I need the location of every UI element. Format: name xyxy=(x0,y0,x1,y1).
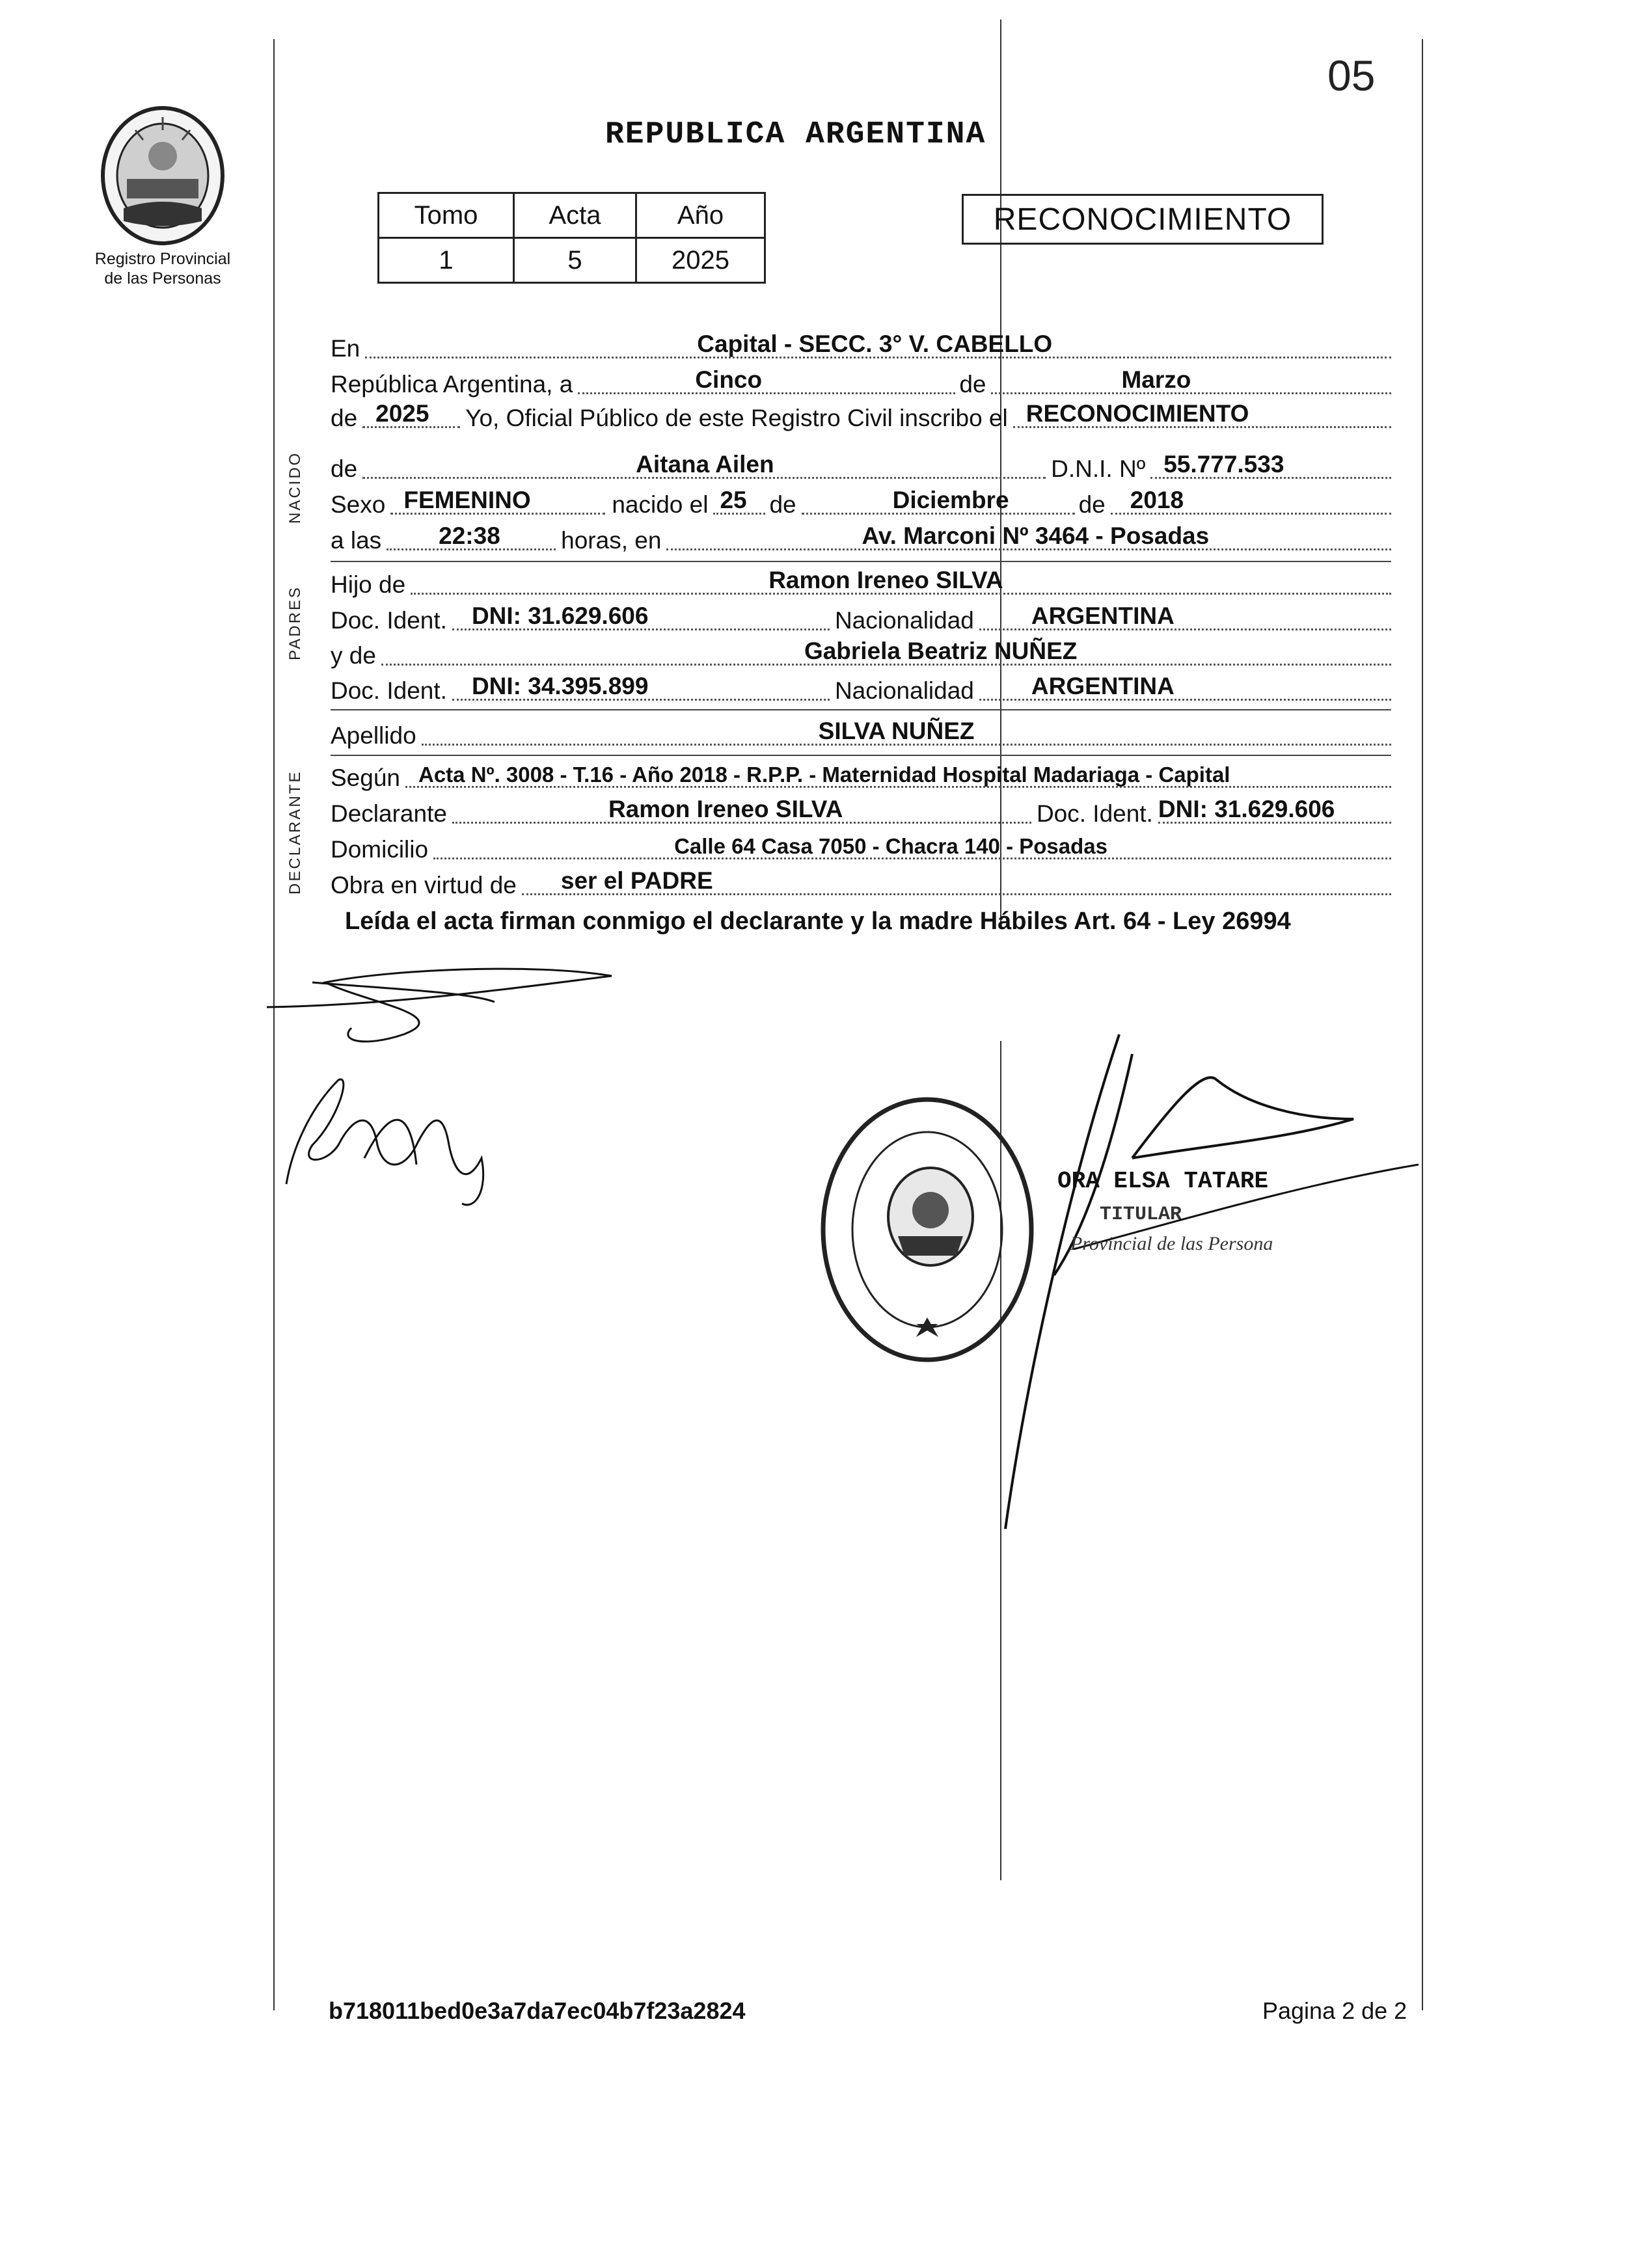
apellido-value: SILVA NUÑEZ xyxy=(818,718,975,744)
madre-nac-value: ARGENTINA xyxy=(1031,673,1175,699)
doc-label-padre: Doc. Ident. xyxy=(331,607,447,634)
section-label-nacido: NACIDO xyxy=(286,451,304,524)
doc-label-madre: Doc. Ident. xyxy=(331,677,447,704)
obra-value: ser el PADRE xyxy=(560,867,713,894)
hijo-label: Hijo de xyxy=(331,571,406,598)
madre-doc-value: DNI: 34.395.899 xyxy=(471,673,649,699)
padre-value: Ramon Ireneo SILVA xyxy=(768,567,1003,593)
official-name: ORA ELSA TATARE xyxy=(1057,1168,1269,1195)
tomo-header: Tomo xyxy=(379,193,514,238)
signature-stroke-3 xyxy=(286,1079,483,1205)
document-hash: b718011bed0e3a7da7ec04b7f23a2824 xyxy=(329,1997,746,2024)
official-office: Provincial de las Persona xyxy=(1070,1233,1273,1254)
nombre-value: Aitana Ailen xyxy=(636,451,774,478)
dni-value: 55.777.533 xyxy=(1163,451,1284,478)
nacionalidad-label-madre: Nacionalidad xyxy=(834,677,974,704)
nacido-label: nacido el xyxy=(612,491,709,518)
declarante-doc-value: DNI: 31.629.606 xyxy=(1158,796,1335,822)
anio-header: Año xyxy=(636,193,765,238)
acta-header: Acta xyxy=(514,193,636,238)
en-label: En xyxy=(331,335,360,362)
official-title: TITULAR xyxy=(1100,1204,1182,1226)
de-label-5: de xyxy=(1078,491,1106,518)
segun-value: Acta Nº. 3008 - T.16 - Año 2018 - R.P.P. - Maternidad Hospital Madariaga - Capital xyxy=(418,763,1230,787)
de-label-2: de xyxy=(331,405,358,431)
sexo-label: Sexo xyxy=(331,491,386,518)
y-de-label: y de xyxy=(331,642,376,669)
day-value: Cinco xyxy=(695,366,763,393)
doc-label-declarante: Doc. Ident. xyxy=(1036,800,1153,827)
segun-label: Según xyxy=(331,764,400,791)
hora-value: 22:38 xyxy=(439,522,500,549)
domicilio-label: Domicilio xyxy=(331,836,429,863)
de-label-3: de xyxy=(331,455,358,482)
year-value: 2025 xyxy=(375,400,429,427)
closing-statement: Leída el acta firman conmigo el declarante y la madre Hábiles Art. 64 - Ley 26994 xyxy=(345,908,1291,935)
obra-label: Obra en virtud de xyxy=(331,872,517,898)
nacido-anio-value: 2018 xyxy=(1130,487,1184,513)
official-signature-stroke-3 xyxy=(1132,1077,1353,1158)
acta-value: 5 xyxy=(514,238,636,283)
logo-caption-line-2: de las Personas xyxy=(104,269,221,288)
domicilio-value: Calle 64 Casa 7050 - Chacra 140 - Posadas xyxy=(674,834,1107,858)
section-label-padres: PADRES xyxy=(286,586,304,660)
country-heading: REPUBLICA ARGENTINA xyxy=(605,117,986,152)
lugar-value: Av. Marconi Nº 3464 - Posadas xyxy=(862,522,1210,549)
de-label-4: de xyxy=(769,491,796,518)
declarante-value: Ramon Ireneo SILVA xyxy=(608,796,843,822)
logo-caption-line-1: Registro Provincial xyxy=(94,250,231,268)
month-value: Marzo xyxy=(1121,366,1191,393)
padre-doc-value: DNI: 31.629.606 xyxy=(471,602,649,629)
page-number: 05 xyxy=(1327,51,1376,100)
apellido-label: Apellido xyxy=(331,722,416,749)
signature-stroke-1 xyxy=(267,969,612,1042)
nacido-mes-value: Diciembre xyxy=(892,487,1009,513)
en-value: Capital - SECC. 3° V. CABELLO xyxy=(697,331,1053,357)
republica-label: República Argentina, a xyxy=(331,371,573,398)
a-las-label: a las xyxy=(331,527,382,554)
madre-value: Gabriela Beatriz NUÑEZ xyxy=(804,638,1078,664)
nacido-dia-value: 25 xyxy=(720,487,747,513)
sexo-value: FEMENINO xyxy=(403,487,531,513)
inscribo-value: RECONOCIMIENTO xyxy=(1026,400,1249,427)
registry-seal-icon xyxy=(823,1100,1031,1360)
anio-value: 2025 xyxy=(636,238,765,283)
record-type-box: RECONOCIMIENTO xyxy=(962,194,1324,245)
tomo-value: 1 xyxy=(379,238,514,283)
dni-label: D.N.I. Nº xyxy=(1051,455,1146,482)
padre-nac-value: ARGENTINA xyxy=(1031,602,1175,629)
de-label: de xyxy=(959,371,986,398)
declarante-label: Declarante xyxy=(331,800,447,827)
nacionalidad-label-padre: Nacionalidad xyxy=(834,607,974,634)
oficial-text: Yo, Oficial Público de este Registro Civil inscribo el xyxy=(465,405,1008,431)
pagination: Pagina 2 de 2 xyxy=(1262,1997,1407,2024)
section-label-declarante: DECLARANTE xyxy=(286,770,304,895)
horas-en-label: horas, en xyxy=(561,527,662,554)
